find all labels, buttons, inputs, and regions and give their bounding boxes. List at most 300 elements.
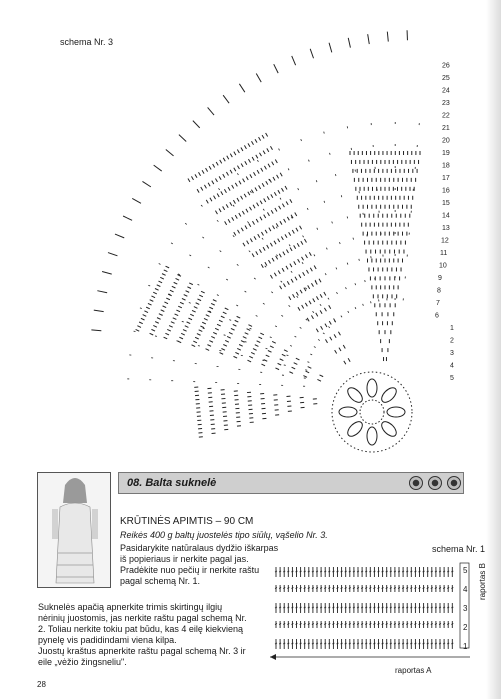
stitch-mark [253,349,257,351]
schema1-stitch-bar [279,624,281,625]
stitch-mark [329,321,331,324]
schema1-stitch-bar [320,624,322,625]
schema1-stitch-bar [324,588,326,589]
motif-petal [367,379,377,397]
stitch-mark [272,258,274,261]
schema1-stitch-bar [390,588,392,589]
stitch-fan [194,387,317,437]
stitch-mark [237,316,241,318]
schema1-stitch-bar [357,624,359,625]
stitch-mark [287,217,289,220]
stitch-mark [317,379,321,381]
stitch-mark [195,174,197,177]
row-number: 20 [442,137,450,145]
stitch-mark [237,150,239,153]
schema1-stitch-bar [312,643,314,644]
chain-mark [335,174,336,176]
stitch-mark [344,361,346,364]
chain-mark [336,292,337,294]
row-number: 3 [450,350,454,357]
schema1-stitch-bar [427,643,429,644]
stitch-fan [136,266,324,381]
chain-mark [182,321,184,322]
stitch-mark [276,256,278,259]
stitch-mark [230,170,232,173]
chain-mark [217,220,218,221]
stitch-mark [158,281,162,283]
stitch-mark [260,201,262,204]
schema1-stitch-bar [365,571,367,572]
chain-mark [289,305,291,306]
stitch-mark [197,334,201,336]
stitch-mark [260,217,262,220]
stitch-mark [266,355,270,357]
schema1-stitch-bar [345,643,347,644]
stitch-mark [325,324,327,327]
schema1-stitch-bar [386,571,388,572]
stitch-mark [257,170,259,173]
schema1-stitch-bar [447,624,449,625]
stitch-mark [316,329,318,332]
motif-petal [339,407,357,417]
stitch-mark [273,177,275,180]
schema1-stitch-bar [300,624,302,625]
stitch-mark [325,339,327,342]
stitch-mark [239,345,243,347]
chain-mark [189,302,191,303]
stitch-mark [170,290,174,292]
stitch-mark [276,223,278,226]
schema1-stitch-bar [373,588,375,589]
schema1-stitch-bar [427,624,429,625]
outer-stitch [97,291,107,293]
schema1-stitch-bar [304,588,306,589]
outer-stitch [387,32,388,42]
stitch-mark [249,356,253,358]
schema1-stitch-bar [308,588,310,589]
schema1-stitch-bar [398,571,400,572]
chain-mark [140,308,142,309]
schema1-stitch-bar [349,588,351,589]
chain-mark [330,153,331,155]
schema1-stitch-bar [279,643,281,644]
row-number: 1 [450,325,454,332]
schema1-stitch-bar [296,588,298,589]
schema1-stitch-bar [419,571,421,572]
schema1-stitch-bar [390,607,392,608]
schema1-stitch-bar [419,624,421,625]
stitch-mark [155,289,159,291]
schema1-stitch-bar [304,607,306,608]
chain-mark [185,223,187,224]
schema1-stitch-bar [394,588,396,589]
stitch-mark [271,210,273,213]
stitch-mark [263,247,265,250]
chain-mark [347,216,348,218]
stitch-mark [301,241,303,244]
schema1-stitch-bar [419,607,421,608]
requirements: Reikės 400 g baltų juostelės tipo siūlų, vąšelio Nr. 3. [120,530,328,540]
stitch-mark [223,206,225,209]
chain-mark [332,221,333,223]
schema1-stitch-bar [386,607,388,608]
stitch-mark [245,161,247,164]
schema1-stitch-bar [423,643,425,644]
schema1-stitch-bar [394,643,396,644]
stitch-mark [305,303,307,306]
chain-mark [233,235,234,236]
stitch-mark [221,316,225,318]
chain-mark [279,149,280,151]
stitch-mark [171,322,175,324]
row-number: 13 [442,225,450,232]
stitch-mark [320,294,322,297]
schema1-stitch-bar [431,607,433,608]
schema1-stitch-bar [423,571,425,572]
stitch-mark [256,219,258,222]
stitch-mark [223,158,225,161]
chain-mark [300,327,302,328]
stitch-mark [287,281,289,284]
motif-petal [345,385,365,405]
schema1-stitch-bar [369,607,371,608]
stitch-mark [267,245,269,248]
stitch-mark [268,260,270,263]
stitch-mark [229,332,233,334]
row-number: 16 [442,187,450,195]
outer-stitch [256,73,261,82]
outer-stitch [368,34,370,44]
schema1-stitch-bar [353,643,355,644]
schema1-stitch-bar [312,588,314,589]
stitch-mark [211,303,215,305]
outer-stitch [208,107,214,115]
stitch-mark [151,329,155,331]
row-number: 5 [450,375,454,382]
schema1-stitch-bar [427,588,429,589]
stitch-mark [329,305,331,308]
schema1-stitch-bar [328,607,330,608]
stitch-mark [316,296,318,299]
stitch-mark [239,181,241,184]
stitch-mark [232,217,234,220]
stitch-mark [252,254,254,257]
stitch-mark [304,239,306,242]
chain-mark [294,336,296,337]
stitch-mark [206,315,210,317]
stitch-mark [226,204,228,207]
chain-mark [245,291,247,292]
chain-mark [307,208,308,210]
schema1-stitch-bar [435,624,437,625]
schema1-stitch-bar [443,643,445,644]
stitch-mark [261,364,265,366]
stitch-mark [176,278,180,280]
motif-petal [379,419,399,439]
schema1-stitch-bar [275,588,277,589]
stitch-mark [174,282,178,284]
stitch-mark [186,291,190,293]
schema1-stitch-bar [308,624,310,625]
center-motif-core [360,400,384,424]
stitch-mark [274,192,276,195]
schema1-stitch-bar [451,643,453,644]
stitch-mark [296,228,298,231]
stitch-mark [278,239,280,242]
difficulty-icon [428,476,442,490]
page-number: 28 [37,680,46,689]
stitch-mark [293,294,295,297]
schema1-stitch-bar [328,571,330,572]
stitch-mark [259,137,261,140]
schema1-stitch-bar [320,643,322,644]
stitch-mark [320,375,324,377]
chain-mark [298,188,299,190]
stitch-mark [227,336,231,338]
stitch-mark [219,176,221,179]
schema1-stitch-bar [439,571,441,572]
stitch-mark [221,191,223,194]
stitch-mark [202,170,204,173]
raportas-b-label: raportas B [478,563,487,600]
stitch-mark [248,325,252,327]
stitch-mark [217,324,221,326]
stitch-mark [268,351,272,353]
stitch-mark [182,298,186,300]
stitch-mark [278,270,280,273]
stitch-mark [225,340,229,342]
schema1-stitch-bar [435,607,437,608]
center-motif-ring [332,372,412,452]
schema1-stitch-bar [304,571,306,572]
stitch-mark [248,159,250,162]
schema1-stitch-bar [332,643,334,644]
chain-mark [324,132,325,134]
stitch-mark [279,206,281,209]
schema1-stitch-bar [279,588,281,589]
stitch-mark [163,306,167,308]
stitch-mark [166,298,170,300]
chain-mark [189,255,191,256]
chain-mark [310,354,312,355]
stitch-mark [213,300,217,302]
stitch-mark [247,241,249,244]
stitch-mark [278,363,282,365]
stitch-mark [243,337,247,339]
stitch-mark [257,341,261,343]
stitch-mark [199,295,203,297]
stitch-mark [261,168,263,171]
stitch-mark [227,156,229,159]
chain-mark [347,263,348,265]
schema1-stitch-bar [353,607,355,608]
stitch-mark [181,333,185,335]
chain-mark [325,273,326,275]
stitch-mark [214,196,216,199]
stitch-mark [148,303,152,305]
stitch-mark [289,296,291,299]
schema1-stitch-bar [287,588,289,589]
stitch-mark [275,368,279,370]
stitch-mark [153,325,157,327]
row-number: 25 [442,75,450,82]
chain-mark [276,255,277,257]
schema1-stitch-bar [332,571,334,572]
stitch-mark [295,213,297,216]
stitch-mark [189,283,193,285]
chain-mark [305,288,306,290]
schema1-stitch-bar [324,571,326,572]
schema1-stitch-bar [283,643,285,644]
schema1-stitch-bar [386,643,388,644]
schema1-stitch-bar [394,624,396,625]
stitch-mark [316,313,318,316]
stitch-mark [206,200,208,203]
schema1-stitch-bar [423,607,425,608]
stitch-mark [285,186,287,189]
stitch-mark [324,308,326,311]
outer-stitch [329,43,332,53]
stitch-mark [210,198,212,201]
schema1-stitch-bar [378,607,380,608]
schema1-stitch-bar [300,643,302,644]
stitch-mark [225,221,227,224]
stitch-mark [250,174,252,177]
schema1-stitch-bar [451,571,453,572]
row-number: 2 [450,337,454,345]
schema1-stitch-bar [296,624,298,625]
stitch-mark [164,302,168,304]
schema1-stitch-bar [414,588,416,589]
stitch-mark [223,174,225,177]
stitch-mark [266,181,268,184]
schema1-stitch-bar [320,571,322,572]
schema1-stitch-bar [353,624,355,625]
outer-stitch [108,253,117,256]
stitch-mark [308,367,312,369]
stitch-mark [254,172,256,175]
stitch-mark [215,211,217,214]
schema1-stitch-bar [365,624,367,625]
stitch-mark [217,194,219,197]
stitch-mark [280,359,284,361]
stitch-mark [265,262,267,265]
stitch-mark [280,221,282,224]
stitch-mark [173,318,177,320]
row-number: 2 [463,623,468,632]
chain-mark [286,355,288,356]
schema1-stitch-bar [398,643,400,644]
schema1-stitch-bar [357,643,359,644]
chain-mark [224,335,226,336]
stitch-mark [164,270,168,272]
stitch-mark [238,230,240,233]
chain-mark [328,327,329,328]
stitch-mark [237,198,239,201]
stitch-mark [188,178,190,181]
stitch-mark [224,189,226,192]
stitch-mark [290,247,292,250]
schema1-stitch-bar [402,588,404,589]
stitch-mark [246,209,248,212]
schema1-stitch-bar [361,624,363,625]
stitch-mark [274,273,276,276]
schema1-stitch-bar [357,588,359,589]
schema1-stitch-bar [373,607,375,608]
chain-mark [245,342,247,343]
stitch-mark [219,209,221,212]
stitch-mark [207,345,211,347]
row-number: 11 [440,250,448,257]
stitch-mark [343,345,345,348]
schema1-stitch-bar [341,571,343,572]
row-number: 18 [442,162,450,170]
stitch-mark [234,152,236,155]
schema1-stitch-bar [275,624,277,625]
schema1-stitch-bar [451,607,453,608]
stitch-mark [281,236,283,239]
chain-mark [303,236,304,238]
stitch-mark [146,307,150,309]
schema1-stitch-bar [439,607,441,608]
stitch-mark [334,334,336,337]
stitch-mark [201,187,203,190]
row-number: 22 [442,112,450,120]
schema1-stitch-bar [320,607,322,608]
chain-mark [237,173,238,175]
schema1-stitch-bar [287,643,289,644]
row-number: 7 [436,300,440,307]
stitch-mark [261,232,263,235]
stitch-mark [270,275,272,278]
stitch-mark [269,228,271,231]
stitch-mark [219,320,223,322]
schema1-stitch-bar [447,643,449,644]
schema1-stitch-bar [287,624,289,625]
stitch-mark [303,376,307,378]
stitch-mark [234,232,236,235]
schema1-stitch-bar [308,643,310,644]
stitch-mark [270,346,274,348]
schema1-stitch-bar [337,588,339,589]
chain-mark [353,238,354,240]
stitch-mark [161,310,165,312]
chain-mark [247,221,248,223]
schema1-stitch-bar [328,643,330,644]
stitch-mark [164,337,168,339]
chain-mark [218,188,219,190]
stitch-mark [194,307,198,309]
chain-mark [257,160,258,162]
outer-stitch [166,150,174,156]
stitch-fan [350,151,420,361]
stitch-mark [199,172,201,175]
schema1-stitch-bar [332,588,334,589]
stitch-mark [233,324,237,326]
stitch-mark [270,146,272,149]
chain-mark [254,278,256,279]
stitch-mark [231,328,235,330]
schema1-stitch-bar [390,643,392,644]
stitch-mark [266,133,268,136]
chain-mark [198,284,200,285]
stitch-mark [290,199,292,202]
stitch-mark [199,330,203,332]
schema1-stitch-bar [431,624,433,625]
crochet-diagram-schema-1 [270,555,495,665]
chain-mark [365,280,366,282]
stitch-mark [150,300,154,302]
